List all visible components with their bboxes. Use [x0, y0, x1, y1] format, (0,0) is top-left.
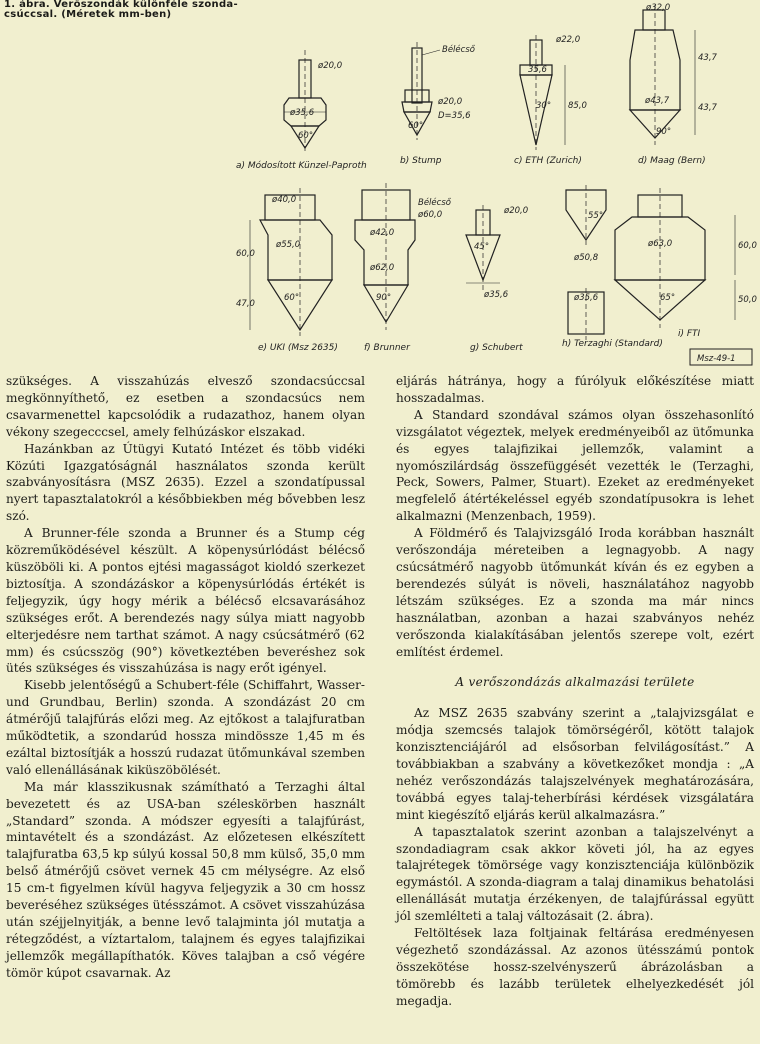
dim-c-d2: 35,6	[528, 65, 547, 75]
left-paragraph: A Brunner-féle szonda a Brunner és a Stump cég közreműködésével készült. A köpenysúrlódást bélécső küszöböli ki. A pontos ejtési magasságot kioldó szerkezet biztosítja. A szondázáskor a köpenysúrlódás értékét is feljegyzik, úgy hogy mérik a bélécső elcsavarásához szükséges erőt. A berendezés nagy súlya miatt nagyobb elterjedésre nem tarthat számot. A nagy csúcsátmérő (62 mm) és csúcsszög (90°) következtében beveréshez sok ütés szükséges és visszahúzása is nagy erőt igényel.	[6, 526, 365, 676]
right-paragraph: A tapasztalatok szerint azonban a talajszelvényt a szondadiagram csak akkor követi jól, ha az egyes talajrétegek tömörsége vagy konzisztenciája különbözik egymástól. A szonda-diagram a talaj dinamikus behatolási ellenállását mutatja érzékenyen, de talajfúrással együtt jól szemlélteti a talaj változásait (2. ábra).	[396, 824, 754, 924]
panel-label-a: a) Módosított Künzel-Paproth	[236, 161, 367, 171]
dim-i-h2: 50,0	[738, 295, 757, 305]
figure-stamp: Msz-49-1	[697, 354, 736, 364]
probe-e-drawing	[250, 188, 332, 336]
dim-e-d1: ø40,0	[272, 195, 297, 205]
left-column	[6, 373, 365, 982]
dim-c-h: 85,0	[568, 101, 587, 111]
dim-b-d2: D=35,6	[438, 111, 471, 121]
caption-line-2: csúccsal. (Méretek mm-ben)	[4, 9, 172, 20]
left-paragraph: Ma már klasszikusnak számítható a Terzaghi által bevezetett és az USA-ban széleskörben használt „Standard” szonda. A módszer egyesíti a talajfúrást, mintavételt és a szondázást. Az előzetesen elkészített talajfuratba 63,5 kp súlyú kossal 50,8 mm külső, 35,0 mm belső átmérőjű csövet vernek 45 cm mélységre. Az első 15 cm-t figyelmen kívül hagyva feljegyzik a 30 cm hossz beveréséhez szükséges ütésszámot. A csövet visszahúzása után széjjelnyitják, a benne levő talajminta jól mutatja a rétegződést, a víztartalom, talajnem és egyes talajfizikai jellemzők megállapíthatók. Köves talajban a cső végére tömör kúpot csavarnak. Az	[6, 779, 365, 980]
probe-tips-figure	[0, 0, 760, 370]
dim-h-d2: ø35,6	[574, 293, 599, 303]
dim-c-d1: ø22,0	[556, 35, 581, 45]
dim-h-d1: ø50,8	[574, 253, 599, 263]
dim-h-ang: 55°	[588, 211, 604, 221]
right-paragraph: A Standard szondával számos olyan összehasonlító vizsgálatot végeztek, melyek eredményeiből az ütőmunka és egyes talajfizikai jellemzők, valamint a nyomószilárdság összefüggését vezették le (Terzaghi, Peck, Sowers, Palmer, Stuart). Ezeket az eredményeket megfelelő átértékeléssel egyéb szondatípusokra is lehet alkalmazni (Menzenbach, 1959).	[396, 407, 754, 524]
dim-d-d2: ø43,7	[645, 96, 670, 106]
dim-e-h1: 60,0	[236, 249, 255, 259]
dim-f-d2: ø62,0	[370, 263, 395, 273]
right-paragraph: A Földmérő és Talajvizsgáló Iroda korábban használt verőszondája méreteiben a legnagyobb. A nagy csúcsátmérő nagyobb ütőmunkát kíván és ez egyben a berendezés súlyát is növeli, használatához nagyobb létszám szükséges. Ez a szonda ma már nincs használatban, azonban a hazai szabványos nehéz verőszonda kialakításában jelentős szerepe volt, ezért említést érdemel.	[396, 526, 754, 659]
left-paragraph: Hazánkban az Útügyi Kutató Intézet és több vidéki Közúti Igazgatóságnál használatos szonda került szabványosításra (MSZ 2635). Ezzel a szondatípussal nyert tapasztalatokról a későbbiekben még bővebben lesz szó.	[6, 441, 365, 524]
dim-f-cap: Bélécső	[418, 198, 451, 208]
dim-f-ang: 90°	[376, 293, 392, 303]
panel-label-e: e) UKI (Msz 2635)	[258, 343, 338, 353]
probe-f-drawing	[355, 183, 415, 330]
dim-a-d1: ø20,0	[318, 61, 343, 71]
panel-label-h: h) Terzaghi (Standard)	[562, 339, 663, 349]
dim-g-d2: ø35,6	[484, 290, 509, 300]
left-paragraph: szükséges. A visszahúzás elvesző szondacsúccsal megkönnyíthető, ez esetben a szondacsúcs nem csavarmenettel kapcsolódik a rudazathoz, hanem olyan vékony szegecccsel, amely felhúzáskor elszakad.	[6, 374, 365, 439]
right-paragraph: Feltöltések laza foltjainak feltárása eredményesen végezhető szondázással. Az azonos ütésszámú pontok összekötése hossz-szelvényszerű ábrázolásban a tömörebb és lazább területek elhelyezkedését jól megadja.	[396, 926, 754, 1008]
dim-i-d1: ø63,0	[648, 239, 673, 249]
dim-d-h2: 43,7	[698, 103, 717, 113]
dim-i-h1: 60,0	[738, 241, 757, 251]
right-column	[396, 373, 754, 1010]
dim-a-d2: ø35,6	[290, 108, 315, 118]
probe-d-drawing	[630, 5, 695, 145]
dim-e-ang: 60°	[284, 293, 300, 303]
right-paragraph: Az MSZ 2635 szabvány szerint a „talajvizsgálat e módja szemcsés talajok tömörségéről, kötött talajok konzisztenciájáról ad elsősorban felvilágosítást.” A továbbiakban a szabvány a következőket mondja : „A nehéz verőszondázás talajszelvények meghatározására, továbbá egyes talaj-teherbírási kérdések vizsgálatára mint kiegészítő eljárás kerül alkalmazásra.”	[396, 706, 754, 822]
dim-d-d1: ø32,0	[646, 3, 671, 13]
panel-label-c: c) ETH (Zurich)	[514, 156, 582, 166]
caption-line-1: 1. ábra. Verőszondák különféle szonda-	[4, 0, 238, 10]
panel-label-b: b) Stump	[400, 156, 442, 166]
dim-e-h2: 47,0	[236, 299, 255, 309]
dim-c-ang: 30°	[536, 101, 552, 111]
right-paragraph: eljárás hátránya, hogy a fúrólyuk előkészítése miatt hosszadalmas.	[396, 374, 754, 405]
probe-drawings	[0, 0, 760, 370]
dim-e-d2: ø55,0	[276, 240, 301, 250]
dim-g-ang: 45°	[474, 242, 490, 252]
dim-d-h1: 43,7	[698, 53, 717, 63]
dim-d-ang: 90°	[656, 127, 672, 137]
probe-i-drawing	[615, 188, 735, 328]
section-heading: A verőszondázás alkalmazási területe	[455, 675, 695, 690]
dim-i-ang: 65°	[660, 293, 676, 303]
dim-g-d1: ø20,0	[504, 206, 529, 216]
dim-f-d1: ø42,0	[370, 228, 395, 238]
probe-c-drawing	[520, 35, 565, 150]
dim-a-ang: 60°	[298, 131, 314, 141]
dim-b-d1: ø20,0	[438, 97, 463, 107]
panel-label-d: d) Maag (Bern)	[638, 156, 706, 166]
panel-label-f: f) Brunner	[364, 343, 410, 353]
panel-label-i: i) FTI	[678, 329, 701, 339]
dim-b-cap: Bélécső	[442, 45, 475, 55]
dim-b-ang: 60°	[408, 121, 424, 131]
panel-label-g: g) Schubert	[470, 343, 523, 353]
dim-f-cap2: ø60,0	[418, 210, 443, 220]
left-paragraph: Kisebb jelentőségű a Schubert-féle (Schiffahrt, Wasser- und Grundbau, Berlin) szonda. A szondázást 20 cm átmérőjű talajfúrás előzi meg. Az ejtőkost a talajfuratban működtetik, a szondarúd hossza mindössze 1,45 m és ezáltal biztosítják a hosszú rudazat ütőmunkával szemben való ellenállásának kiküszöbölését.	[6, 678, 365, 777]
